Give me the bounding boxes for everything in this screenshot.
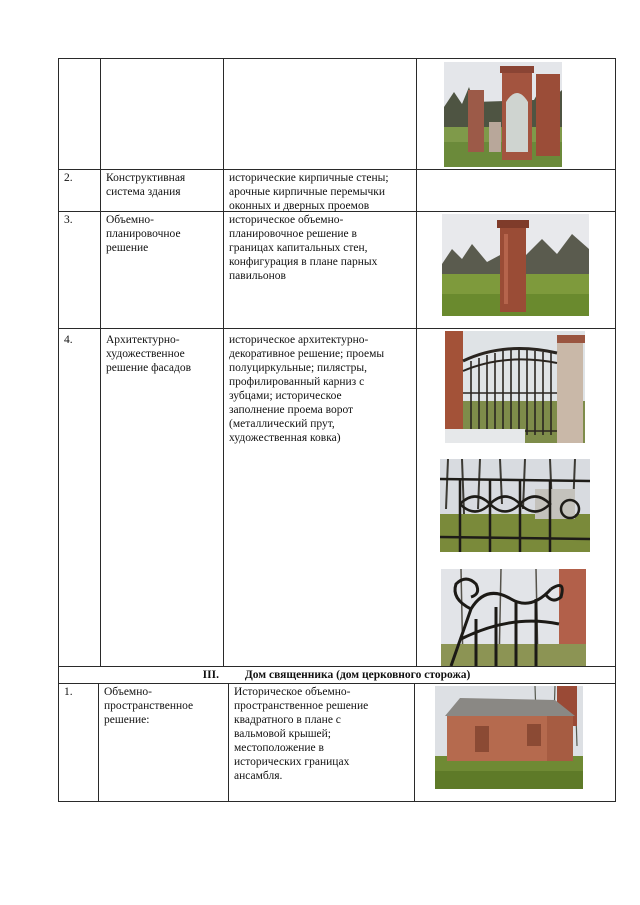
photo-iron-fence-detail: [440, 459, 590, 552]
table-border-bottom: [58, 801, 615, 802]
element-name: Конструктивная система здания: [106, 172, 186, 198]
row-divider: [58, 666, 615, 667]
table-border-top: [58, 58, 615, 59]
row-number: 2.: [64, 172, 73, 184]
photo-brick-house: [435, 686, 583, 789]
photo-brick-gate-ruin: [444, 62, 562, 167]
table-border-right: [615, 58, 616, 802]
table-border-left: [58, 58, 59, 802]
element-name: Объемно- планировочное решение: [106, 214, 181, 254]
section-roman-numeral: III.: [202, 669, 219, 681]
row-number: 1.: [64, 686, 73, 698]
column-divider: [228, 683, 229, 802]
column-divider: [416, 58, 417, 667]
column-divider: [100, 58, 101, 667]
section-title: Дом священника (дом церковного сторожа): [244, 669, 471, 681]
photo-iron-scroll-detail: [441, 569, 586, 666]
element-name: Архитектурно- художественное решение фасадов: [106, 334, 192, 374]
column-divider: [223, 58, 224, 667]
row-number: 4.: [64, 334, 73, 346]
element-description: историческое объемно- планировочное решение в границах капитальных стен, конфигурация в плане парных павильонов: [229, 214, 378, 282]
photo-brick-pillar: [442, 214, 589, 316]
row-divider: [58, 169, 615, 170]
row-number: 3.: [64, 214, 73, 226]
column-divider: [98, 683, 99, 802]
photo-iron-gate: [445, 331, 585, 443]
element-description: историческое архитектурно- декоративное решение; проемы полуциркульные; пилястры, профилированный карниз с зубцами; историческое заполнение проема ворот (металлический прут, художественная ковка): [229, 334, 385, 444]
section-heading: [58, 668, 615, 682]
element-description: исторические кирпичные стены; арочные кирпичные перемычки оконных и дверных проемов: [229, 172, 389, 212]
column-divider: [414, 683, 415, 802]
element-description: Историческое объемно- пространственное решение квадратного в плане с вальмовой крышей; местоположение в исторических границах ансамбля.: [234, 686, 369, 782]
element-name: Объемно- пространственное решение:: [104, 686, 194, 726]
row-divider: [58, 683, 615, 684]
row-divider: [58, 328, 615, 329]
